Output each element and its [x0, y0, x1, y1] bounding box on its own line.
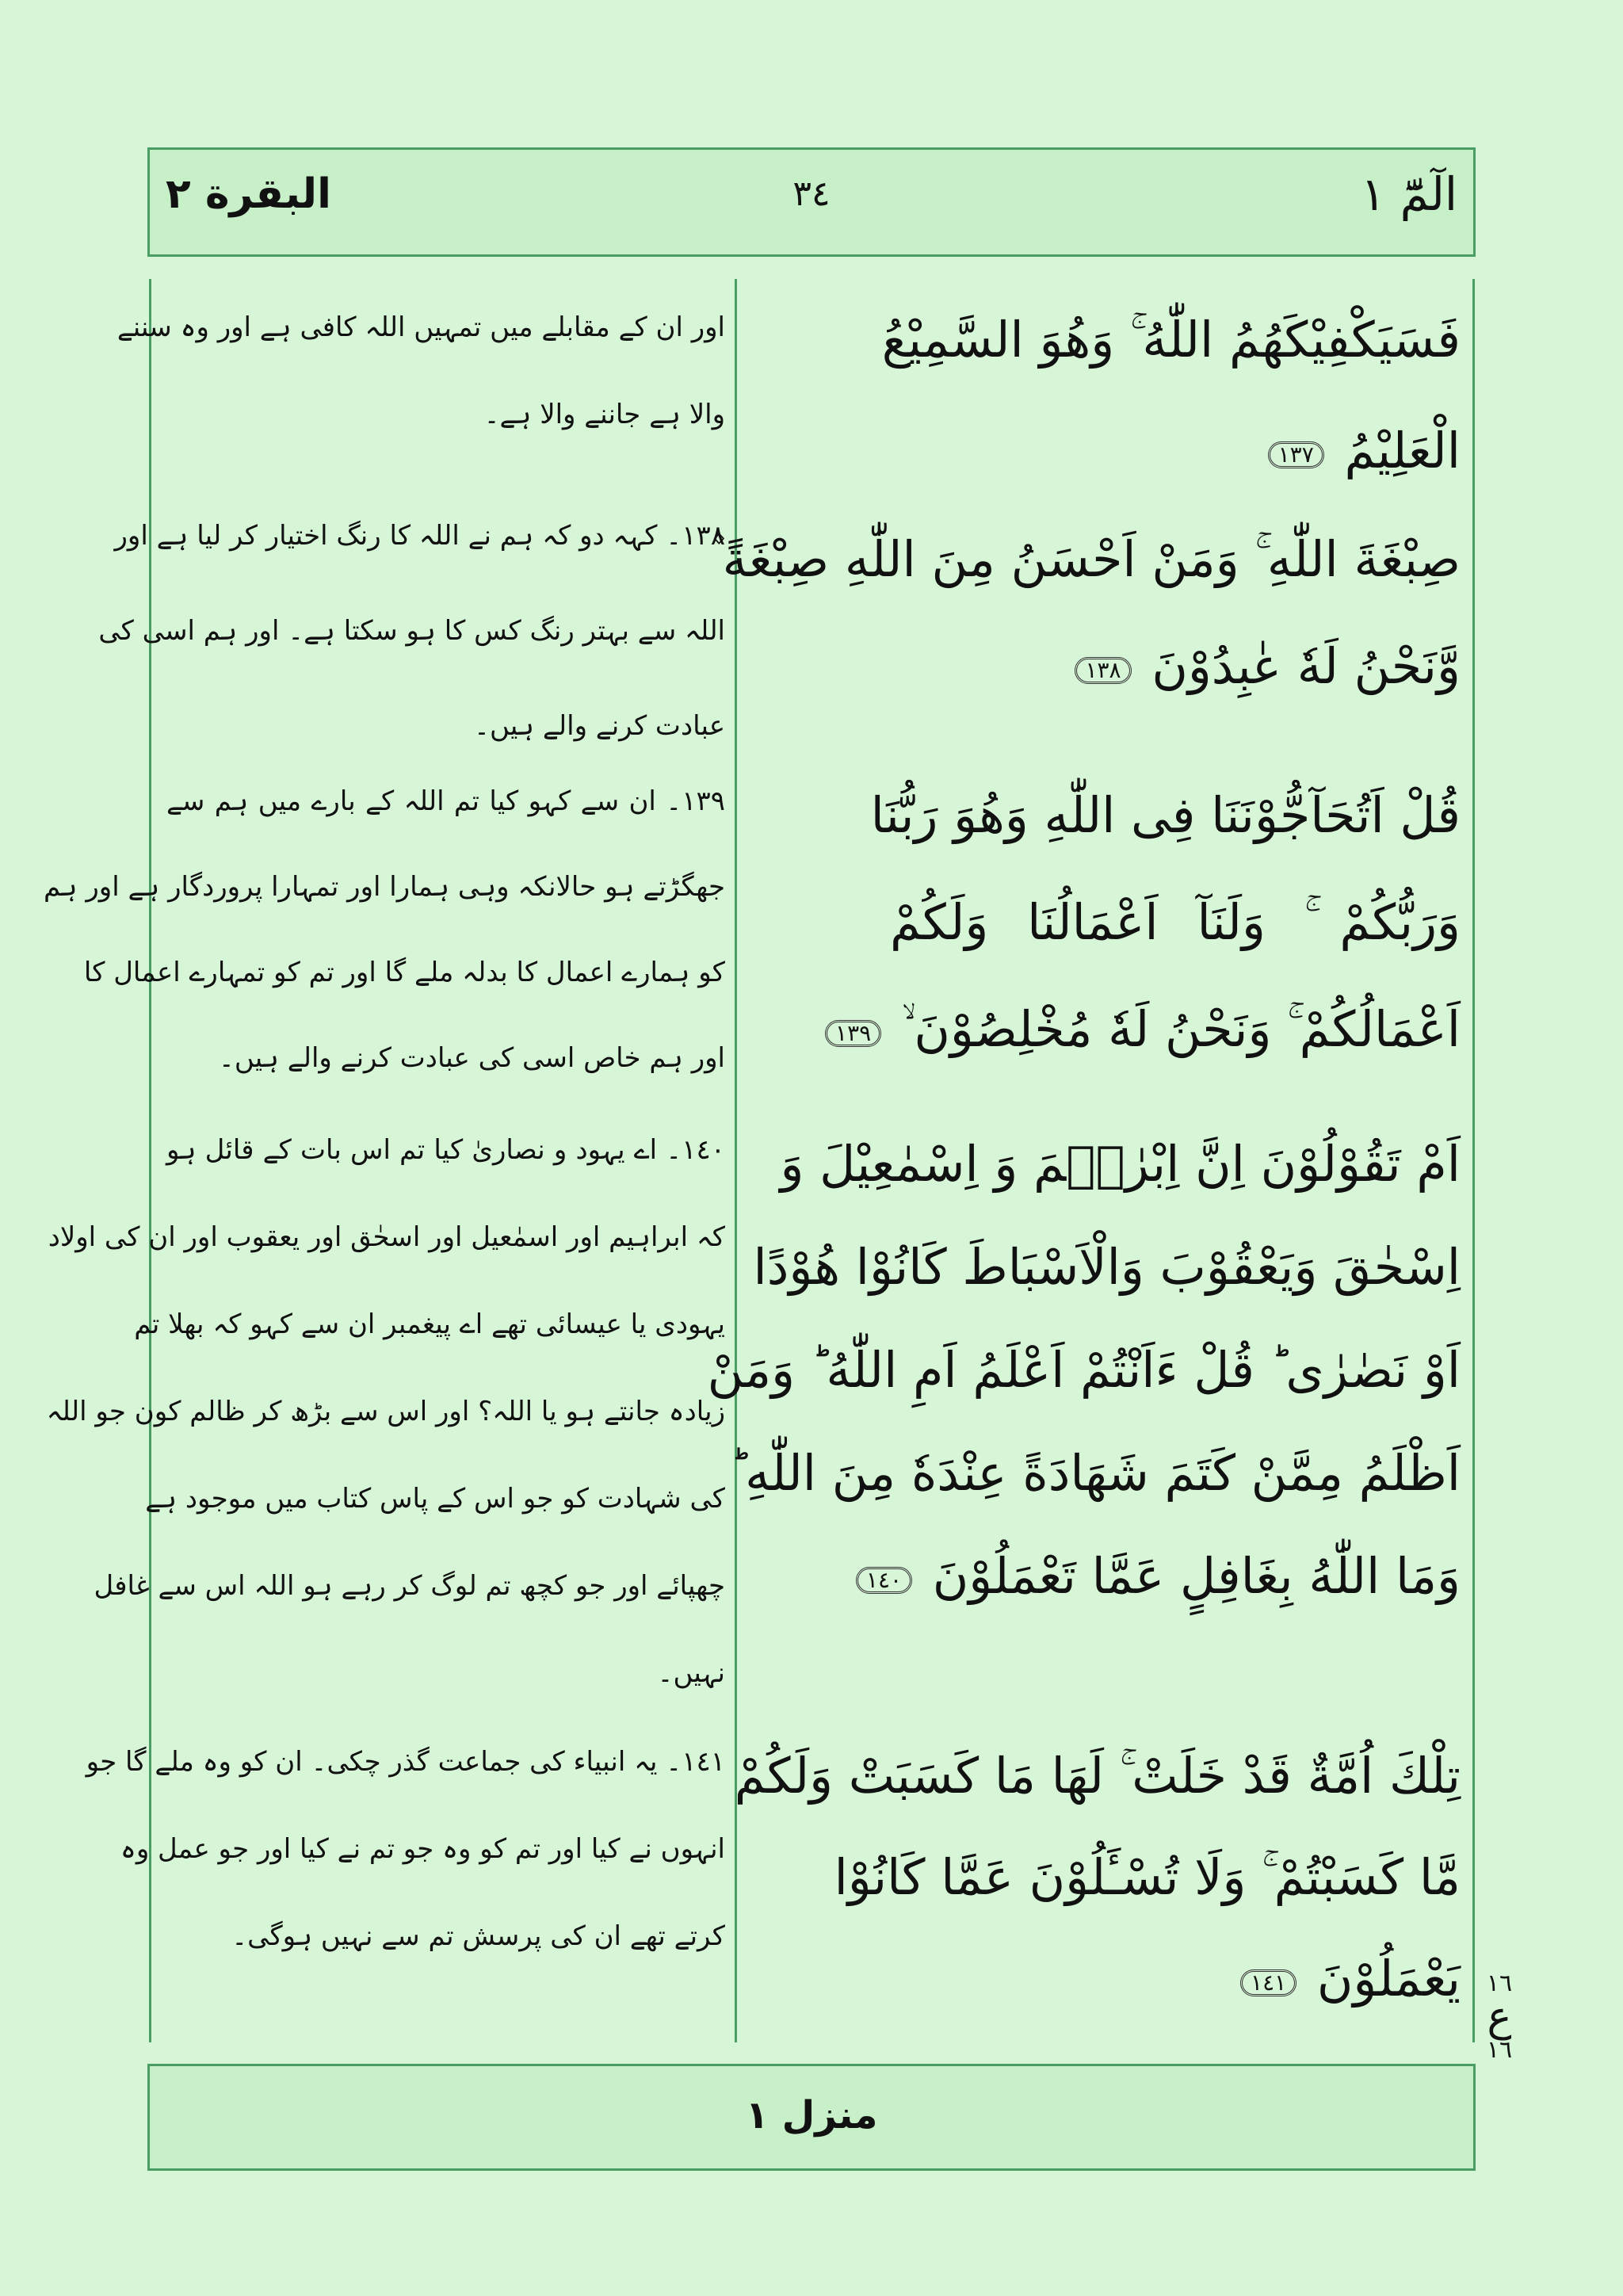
arabic-line: اَعْمَالُكُمْ ۚ وَنَحْنُ لَهٗ مُخْلِصُوْنَ ۙ ١٣٩: [890, 1005, 1461, 1054]
arabic-line: فَسَيَكْفِيْكَهُمُ اللّٰهُ ۚ وَهُوَ السَّمِيْعُ: [881, 311, 1461, 369]
arabic-line: قُلْ اَتُحَآجُّوْنَنَا فِى اللّٰهِ وَهُوَ رَبُّنَا: [870, 786, 1461, 844]
arabic-line: وَرَبُّكُمْ ۚ وَلَنَآ اَعْمَالُنَا وَلَكُمْ: [890, 893, 1461, 951]
right-border-line: [1472, 279, 1475, 2042]
ruku-marker-bottom: ١٦: [1486, 2035, 1513, 2064]
urdu-line: اور ہم خاص اسی کی عبادت کرنے والے ہیں۔: [218, 1042, 725, 1074]
manzil-label: منزل ١: [745, 2093, 878, 2137]
arabic-line: اِسْحٰقَ وَيَعْقُوْبَ وَالْاَسْبَاطَ كَانُوْا هُوْدًا: [753, 1238, 1461, 1296]
ayah-number-marker: ١٣٩: [825, 1020, 881, 1047]
urdu-translation-139: [44, 785, 725, 1074]
urdu-line: ١٣٩۔ ان سے کہو کیا تم اللہ کے بارے میں ہم سے: [166, 785, 725, 817]
ruku-marker-top: ١٦: [1486, 1969, 1513, 1997]
page-footer: [147, 2064, 1476, 2171]
urdu-line: کو ہمارے اعمال کا بدلہ ملے گا اور تم کو تمہارے اعمال کا: [83, 957, 725, 988]
arabic-line: يَعْمَلُوْنَ ١٤١: [890, 1954, 1461, 2004]
arabic-line: تِلْكَ اُمَّةٌ قَدْ خَلَتْ ۚ لَهَا مَا كَسَبَتْ وَلَكُمْ: [734, 1747, 1461, 1805]
urdu-line: اللہ سے بہتر رنگ کس کا ہو سکتا ہے۔ اور ہم اسی کی: [98, 615, 725, 647]
urdu-line: ١٤١۔ یہ انبیاء کی جماعت گذر چکی۔ ان کو وہ ملے گا جو: [86, 1746, 725, 1778]
urdu-translation-137: [116, 311, 725, 430]
urdu-line: ١٣٨۔ کہہ دو کہ ہم نے اللہ کا رنگ اختیار کر لیا ہے اور: [114, 520, 725, 552]
urdu-line: انہوں نے کیا اور تم کو وہ جو تم نے کیا اور جو عمل وہ: [120, 1833, 725, 1865]
urdu-line: اور ان کے مقابلے میں تمہیں اللہ کافی ہے اور وہ سننے: [116, 311, 725, 343]
ayah-number-marker: ١٣٧: [1268, 441, 1324, 468]
urdu-line: زیادہ جانتے ہو یا اللہ؟ اور اس سے بڑھ کر ظالم کون جو اللہ: [46, 1396, 725, 1427]
urdu-translation-141: [86, 1745, 725, 1952]
urdu-line: جھگڑتے ہو حالانکہ وہی ہمارا اور تمہارا پروردگار ہے اور ہم: [44, 871, 725, 903]
arabic-line: الْعَلِيْمُ ١٣٧: [890, 426, 1461, 476]
arabic-line: مَّا كَسَبْتُمْ ۚ وَلَا تُسْـَٔلُوْنَ عَمَّا كَانُوْا: [834, 1848, 1461, 1906]
arabic-line: وَمَا اللّٰهُ بِغَافِلٍ عَمَّا تَعْمَلُوْنَ ١٤٠: [890, 1552, 1461, 1601]
arabic-line: اَظْلَمُ مِمَّنْ كَتَمَ شَهَادَةً عِنْدَهٗ مِنَ اللّٰهِ ؕ: [729, 1444, 1461, 1502]
arabic-text-ayah-140: [707, 1135, 1461, 1605]
arabic-text-ayah-139: [835, 786, 1461, 1058]
urdu-line: کرتے تھے ان کی پرسش تم سے نہیں ہوگی۔: [231, 1920, 725, 1952]
surah-label: البقرة ٢: [166, 170, 331, 218]
ayah-number-marker: ١٤٠: [856, 1567, 912, 1594]
arabic-line: وَّنَحْنُ لَهٗ عٰبِدُوْنَ ١٣٨: [890, 642, 1461, 691]
arabic-line: اَمْ تَقُوْلُوْنَ اِنَّ اِبْرٰهٖمَ وَ اِسْمٰعِيْلَ وَ: [780, 1135, 1461, 1193]
ruku-marker-middle: ع: [1487, 1992, 1512, 2041]
urdu-line: یہودی یا عیسائی تھے اے پیغمبر ان سے کہو کہ بھلا تم: [134, 1308, 725, 1340]
arabic-line: اَوْ نَصٰرٰى ؕ قُلْ ءَاَنْتُمْ اَعْلَمُ اَمِ اللّٰهُ ؕ وَمَنْ: [707, 1341, 1461, 1399]
ayah-number-marker: ١٤١: [1240, 1969, 1296, 1996]
page-number: ٣٤: [792, 174, 831, 214]
urdu-line: عبادت کرنے والے ہیں۔: [474, 710, 725, 742]
arabic-line: صِبْغَةَ اللّٰهِ ۚ وَمَنْ اَحْسَنُ مِنَ اللّٰهِ صِبْغَةً ۫: [710, 530, 1461, 588]
urdu-translation-138: [98, 519, 725, 742]
page-header: [147, 147, 1476, 257]
arabic-text-ayah-138: [710, 530, 1461, 695]
urdu-line: ١٤٠۔ اے یہود و نصاریٰ کیا تم اس بات کے قائل ہو: [166, 1134, 725, 1166]
urdu-line: کہ ابراہیم اور اسمٰعیل اور اسحٰق اور یعقوب اور ان کی اولاد: [48, 1221, 725, 1253]
ruku-marker: [1484, 1971, 1515, 2062]
arabic-text-ayah-141: [734, 1747, 1461, 2008]
juz-label: الٓمّٓ ١: [1361, 167, 1457, 221]
ayah-number-marker: ١٣٨: [1075, 657, 1131, 684]
urdu-translation-140: [46, 1133, 725, 1689]
urdu-line: نہیں۔: [657, 1657, 725, 1689]
urdu-line: چھپائے اور جو کچھ تم لوگ کر رہے ہو اللہ اس سے غافل: [94, 1570, 725, 1602]
urdu-line: والا ہے جاننے والا ہے۔: [483, 399, 725, 430]
arabic-text-ayah-137: [881, 311, 1461, 479]
urdu-line: کی شہادت کو جو اس کے پاس کتاب میں موجود ہے: [145, 1483, 725, 1515]
